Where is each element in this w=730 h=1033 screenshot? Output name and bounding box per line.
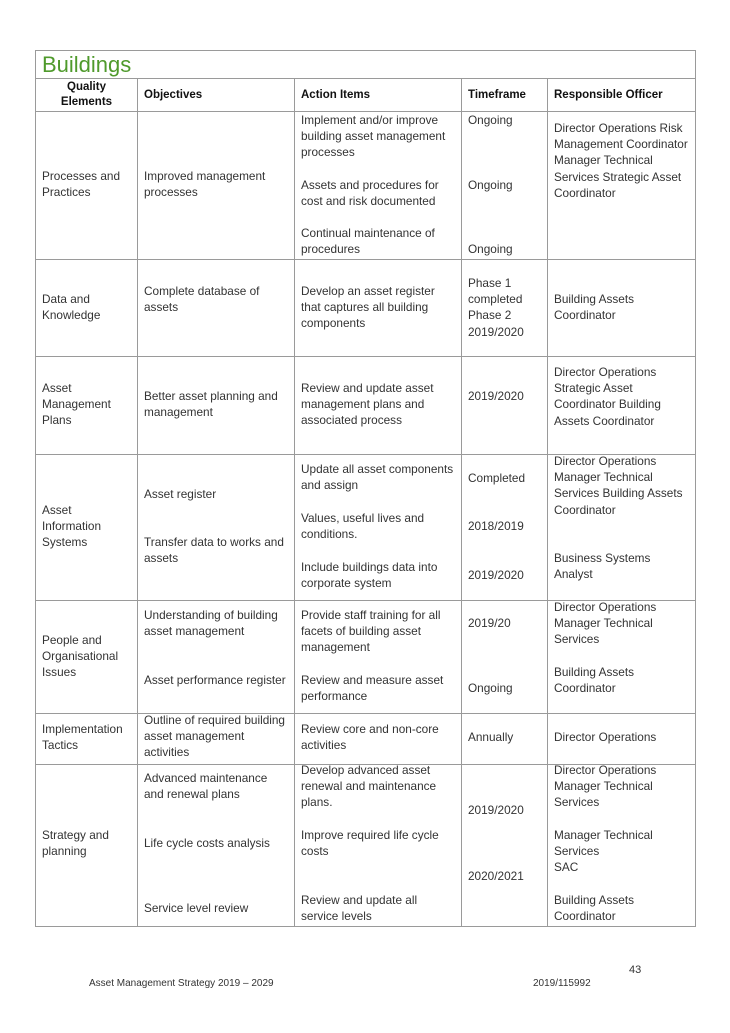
objective-text: Complete database of assets (144, 284, 260, 315)
objective-text: Outline of required building asset management activities (144, 713, 285, 760)
timeframe-text: Phase 1 completed Phase 2 2019/2020 (468, 276, 524, 339)
objective-text: Life cycle costs analysis (144, 836, 270, 850)
action-items-cell (295, 714, 462, 765)
action-items-cell (295, 260, 462, 357)
objectives-cell (138, 357, 295, 455)
table-title-row (36, 51, 696, 79)
responsible-officer-cell (548, 260, 696, 357)
action-item: Improve required life cycle costs (301, 828, 439, 859)
quality-element-cell (36, 357, 138, 455)
officer-text: SAC (554, 860, 579, 874)
action-item: Review and update all service levels (301, 893, 418, 924)
officer-text: Director Operations (554, 730, 657, 744)
quality-element-cell (36, 260, 138, 357)
timeframe-cell (462, 765, 548, 927)
table-row (36, 455, 696, 601)
timeframe-text: Ongoing (468, 242, 513, 256)
timeframe-text: 2019/2020 (468, 803, 524, 817)
action-item: Review core and non-core activities (301, 722, 439, 753)
quality-element: Implementation Tactics (42, 722, 123, 753)
quality-element-cell (36, 455, 138, 601)
quality-element: Data and Knowledge (42, 292, 101, 323)
quality-element-cell (36, 112, 138, 260)
table-row (36, 357, 696, 455)
buildings-table-wrapper (35, 50, 695, 927)
action-item: Assets and procedures for cost and risk documented (301, 178, 439, 209)
timeframe-text: Completed (468, 471, 526, 485)
objective-text: Asset performance register (144, 673, 286, 687)
header-objectives: Objectives (138, 79, 295, 112)
header-timeframe: Timeframe (462, 79, 548, 112)
table-header-row (36, 79, 696, 112)
objective-text: Transfer data to works and assets (144, 535, 284, 566)
officer-text: Director Operations Manager Technical Services Building Assets Coordinator (554, 454, 683, 517)
officer-text: Manager Technical Services (554, 828, 653, 859)
page-number: 43 (629, 964, 642, 976)
action-item: Implement and/or improve building asset management processes (301, 113, 446, 160)
action-item: Review and update asset management plans and associated process (301, 381, 434, 428)
timeframe-cell (462, 455, 548, 601)
quality-element-cell (36, 601, 138, 714)
table-row (36, 601, 696, 714)
responsible-officer-cell (548, 601, 696, 714)
objectives-cell (138, 714, 295, 765)
officer-text: Building Assets Coordinator (554, 292, 635, 323)
timeframe-text: Ongoing (468, 113, 513, 127)
action-items-cell (295, 601, 462, 714)
action-items-cell (295, 357, 462, 455)
timeframe-cell (462, 601, 548, 714)
timeframe-text: 2019/2020 (468, 568, 524, 582)
quality-element-cell (36, 765, 138, 927)
objectives-cell (138, 455, 295, 601)
timeframe-text: 2019/2020 (468, 389, 524, 403)
responsible-officer-cell (548, 112, 696, 260)
action-item: Include buildings data into corporate system (301, 560, 438, 591)
objective-text: Better asset planning and management (144, 389, 278, 420)
timeframe-cell (462, 112, 548, 260)
objectives-cell (138, 765, 295, 927)
table-title: Buildings (36, 51, 696, 79)
officer-text: Director Operations Manager Technical Services (554, 763, 657, 810)
timeframe-text: Ongoing (468, 178, 513, 192)
objective-text: Understanding of building asset management (144, 608, 278, 639)
footer-document-title: Asset Management Strategy 2019 – 2029 (89, 978, 274, 989)
objective-text: Asset register (144, 487, 217, 501)
objectives-cell (138, 601, 295, 714)
objective-text: Advanced maintenance and renewal plans (144, 771, 268, 802)
table-row (36, 260, 696, 357)
action-item: Provide staff training for all facets of building asset management (301, 608, 441, 655)
officer-text: Business Systems Analyst (554, 551, 651, 582)
buildings-table (35, 50, 696, 927)
action-item: Develop an asset register that captures all building components (301, 284, 435, 331)
timeframe-text: Ongoing (468, 681, 513, 695)
timeframe-text: 2018/2019 (468, 519, 524, 533)
responsible-officer-cell (548, 714, 696, 765)
responsible-officer-cell (548, 455, 696, 601)
timeframe-cell (462, 260, 548, 357)
footer-reference: 2019/115992 (533, 978, 591, 989)
quality-element: Strategy and planning (42, 828, 109, 859)
header-quality-elements: Quality Elements (36, 79, 138, 112)
responsible-officer-cell (548, 765, 696, 927)
table-row (36, 714, 696, 765)
action-item: Update all asset components and assign (301, 462, 454, 493)
timeframe-text: Annually (468, 730, 514, 744)
table-row (36, 765, 696, 927)
quality-element: Processes and Practices (42, 169, 121, 200)
timeframe-cell (462, 357, 548, 455)
objective-text: Service level review (144, 901, 249, 915)
quality-element: Asset Management Plans (42, 381, 111, 428)
header-action-items: Action Items (295, 79, 462, 112)
header-responsible-officer: Responsible Officer (548, 79, 696, 112)
action-items-cell (295, 455, 462, 601)
objectives-cell (138, 260, 295, 357)
table-row (36, 112, 696, 260)
officer-text: Director Operations Risk Management Coordinator Manager Technical Services Strategic Asset Coordinator (554, 121, 688, 200)
timeframe-cell (462, 714, 548, 765)
officer-text: Director Operations Strategic Asset Coordinator Building Assets Coordinator (554, 365, 661, 428)
officer-text: Building Assets Coordinator (554, 665, 635, 696)
action-item: Develop advanced asset renewal and maintenance plans. (301, 763, 437, 810)
officer-text: Building Assets Coordinator (554, 893, 635, 924)
action-item: Review and measure asset performance (301, 673, 444, 704)
quality-element: Asset Information Systems (42, 503, 102, 550)
action-items-cell (295, 112, 462, 260)
quality-element-cell (36, 714, 138, 765)
action-item: Values, useful lives and conditions. (301, 511, 425, 542)
responsible-officer-cell (548, 357, 696, 455)
action-item: Continual maintenance of procedures (301, 226, 435, 257)
officer-text: Director Operations Manager Technical Services (554, 600, 657, 647)
timeframe-text: 2019/20 (468, 616, 511, 630)
quality-element: People and Organisational Issues (42, 633, 119, 680)
objectives-cell (138, 112, 295, 260)
action-items-cell (295, 765, 462, 927)
timeframe-text: 2020/2021 (468, 869, 524, 883)
objective-text: Improved management processes (144, 169, 266, 200)
